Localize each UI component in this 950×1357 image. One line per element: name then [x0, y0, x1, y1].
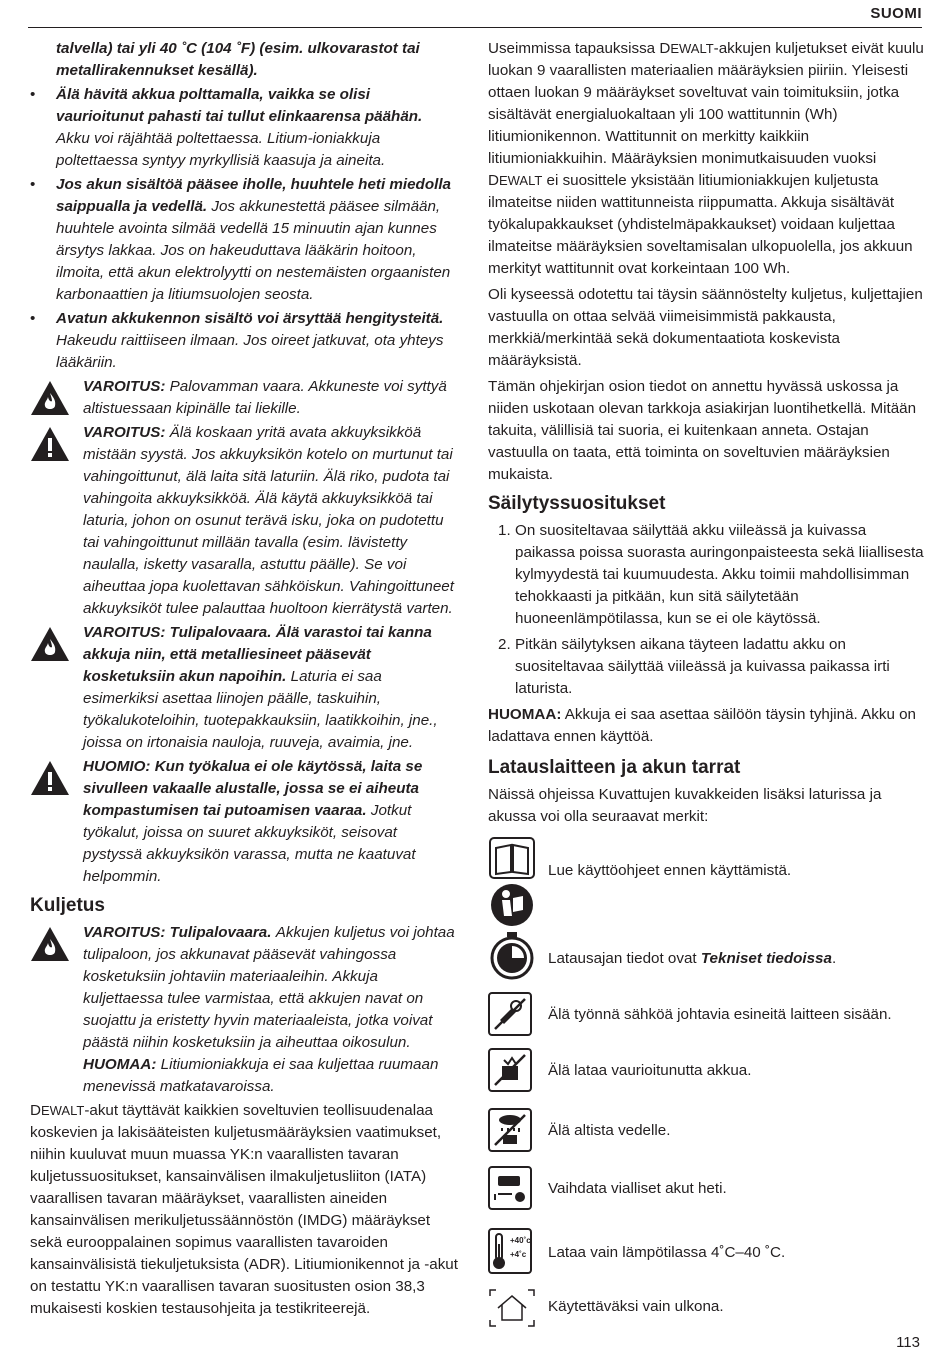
- warning-text: Palovamman vaara. Akkuneste voi syttyä altistuessaan kipinälle tai liekille.: [83, 378, 447, 417]
- page-number: 113: [896, 1334, 920, 1351]
- warning-block: [30, 422, 460, 620]
- symbol-text: Lue käyttöohjeet ennen käyttämistä.: [548, 862, 792, 879]
- fire-warning-icon: [30, 380, 70, 416]
- symbol-text: Älä altista vedelle.: [548, 1122, 671, 1139]
- item-text: On suositeltavaa säilyttää akku viileässä ja kuivassa paikassa poissa suorasta auringonpaisteesta sekä liiallisesta kylmyydestä tai kuumuudesta. Akku toimii mahdollisimman tehokkaasti ja pitkään, kun sitä säilytetään huoneenlämpötilassa, kun se ei ole käytössä.: [515, 522, 924, 627]
- symbol-text-ref: Tekniset tiedoissa: [700, 950, 832, 967]
- transport-note: [83, 1054, 460, 1098]
- labels-intro: Näissä ohjeissa Kuvattujen kuvakkeiden lisäksi laturissa ja akussa voi olla seuraavat merkit:: [488, 786, 882, 825]
- replace-battery-icon: [488, 1166, 538, 1210]
- bullet-item: [30, 308, 460, 374]
- warning-label: VAROITUS:: [83, 378, 166, 395]
- warning-text: Älä koskaan yritä avata akkuyksikköä mistään syystä. Jos akkuyksikön kotelo on murtunut tai vahingoittunut, älä laita sitä laturiin. Älä riko, pudota tai vahingoita akkuyksikköä. Älä käytä akkuyksikköä tai laturia, johon on osunut terävä isku, joka on pudotettu tai vahingoittunut millään tavalla (esim. lävistetty naulalla, isketty vasaralla, astuttu päälle). Se voi aiheuttaa jopa kuolettavan sähköiskun. Vahingoittuneet akkuyksiköt tulee palauttaa huoltoon kierrätystä varten.: [83, 424, 454, 617]
- note-label: HUOMAA:: [488, 706, 562, 723]
- section-heading-tarrat: Latauslaitteen ja akun tarrat: [488, 757, 741, 778]
- symbol-text: Vaihdata vialliset akut heti.: [548, 1180, 727, 1197]
- exclamation-warning-icon: [30, 426, 70, 462]
- brand-name: EWALT: [670, 41, 714, 56]
- paragraph-text: -akkujen kuljetukset eivät kuulu luokan 9 vaarallisten materiaalien määräyksien piiriin. Yleisesti ottaen luokan 9 määräykset soveltuvat vain toimituksiin, jotka sisältävät energialuokaltaan yli 100 wattitunnin (Wh) litiumionikennon. Wattitunnit on merkitty kaikkiin litiumioniakkuihin. Määräyksien monimutkaisuuden vuoksi D: [488, 40, 924, 189]
- bullet-dot: •: [30, 176, 36, 193]
- no-damaged-battery-icon: [488, 1048, 538, 1092]
- transport-paragraph: [30, 1100, 460, 1320]
- note-text: Litiumioniakkuja ei saa kuljettaa ruumaan menevissä matkatavaroissa.: [83, 1056, 439, 1095]
- warning-label: VAROITUS: Tulipalovaara.: [83, 924, 272, 941]
- bullet-text: Jos akkunestettä pääsee silmään, huuhtele avointa silmää vedellä 15 minuutin ajan kunnes ärsytys lakkaa. Jos on hakeuduttava lääkärin hoitoon, ilmoita, että akun elektrolyytti on nestemäisten orgaanisten karbonaattien ja litiumsuolojen seosta.: [56, 198, 451, 303]
- bullet-bold: Jos akun sisältöä pääsee iholle, huuhtele heti miedolla saippualla ja vedellä.: [56, 176, 451, 215]
- charging-time-icon: [488, 932, 538, 987]
- numbered-item: [488, 520, 926, 630]
- outdoor-use-icon: [488, 1288, 538, 1335]
- note-label: HUOMAA:: [83, 1056, 157, 1073]
- language-header: SUOMI: [870, 5, 922, 22]
- caution-text: Jotkut työkalut, joissa on suuret akkuyksiköt, seisovat pystyssä akkuyksikön varassa, mutta ne kaatuvat helpommin.: [83, 802, 416, 885]
- paragraph: Tämän ohjekirjan osion tiedot on annettu hyvässä uskossa ja niiden uskotaan olevan tarkkoja asiakirjan luontihetkellä. Mitään takuita, välillisiä tai suoria, ei kuitenkaan anneta. Ostajan vastuulla on taata, että toiminta on soveltuvien määräyksien mukaista.: [488, 378, 917, 483]
- warning-label: VAROITUS: Tulipalovaara. Älä varastoi tai kanna akkuja niin, että metalliesineet pääsevät kosketuksiin akun napoihin.: [83, 624, 432, 685]
- numbered-item: [488, 634, 926, 700]
- storage-note: [488, 704, 926, 748]
- symbol-row: [488, 1166, 926, 1228]
- temp-min-label: +4˚c: [510, 1250, 527, 1259]
- fire-warning-icon: [30, 926, 70, 962]
- bullet-bold: Avatun akkukennon sisältö voi ärsyttää hengitysteitä.: [56, 310, 444, 327]
- bullet-item: [30, 84, 460, 172]
- warning-block: [30, 622, 460, 754]
- brand-initial: D: [30, 1102, 41, 1119]
- item-number: 1.: [498, 522, 511, 539]
- warning-block: [30, 376, 460, 420]
- symbol-row: [488, 992, 926, 1048]
- warning-text: Laturia ei saa esimerkiksi asettaa liinojen päälle, taskuihin, työkalukoteloihin, tuotepakkauksiin, laatikkoihin, jne., joissa on irtonaisia nauloja, ruuveja, avaimia, jne.: [83, 668, 438, 751]
- brand-name: EWALT: [498, 173, 543, 188]
- continued-text: talvella) tai yli 40 ˚C (104 ˚F) (esim. ulkovarastot tai metallirakennukset kesällä).: [56, 40, 420, 79]
- bullet-dot: •: [30, 310, 36, 327]
- no-water-icon: [488, 1108, 538, 1152]
- fire-warning-icon: [30, 626, 70, 662]
- bullet-bold: Älä hävitä akkua polttamalla, vaikka se olisi vaurioitunut pahasti tai tullut elinkaarensa päähän.: [56, 86, 423, 125]
- symbol-row: [488, 932, 926, 992]
- symbol-text-part: Latausajan tiedot ovat: [548, 950, 701, 967]
- item-text: Pitkän säilytyksen aikana täyteen ladattu akku on suositeltavaa säilyttää viileässä ja kuivassa paikassa irti laturista.: [515, 636, 890, 697]
- symbol-row: [488, 1048, 926, 1108]
- read-manual-icon: [488, 836, 538, 935]
- symbol-row: [488, 1228, 926, 1288]
- symbol-text: [548, 948, 836, 970]
- symbol-text: Älä työnnä sähköä johtavia esineitä laitteen sisään.: [548, 1006, 892, 1023]
- bullet-text: Akku voi räjähtää poltettaessa. Litium-ioniakkuja poltettaessa syntyy myrkyllisiä kaasuja ja aineita.: [56, 130, 386, 169]
- symbol-text: Älä lataa vaurioitunutta akkua.: [548, 1062, 752, 1079]
- symbol-text: Lataa vain lämpötilassa 4˚C–40 ˚C.: [548, 1244, 786, 1261]
- symbol-text: Käytettäväksi vain ulkona.: [548, 1298, 724, 1315]
- paragraph-text: -akut täyttävät kaikkien soveltuvien teollisuudenalaa koskevien ja lakisääteisten kuljetusmääräyksien vaatimukset, niihin kuuluvat muun muassa YK:n vaarallisten tavaran kuljetussuositukset, kansainvälisen ilmakuljetusliiton (IATA) vaarallisen tavaran määräykset, vaarallisten aineiden kansainvälisen merikuljetussäännöstön (IMDG) määräykset sekä eurooppalainen sopimus vaarallisten tavaroiden kansainvälisistä tiekuljetuksista (ADR). Litiumionikennot ja -akut on testattu YK:n vaarallisen tavaran suositusten osion 38,3 mukaisesti koskien testausohjeita ja testikriteerejä.: [30, 1102, 458, 1317]
- bullet-text: Hakeudu raittiiseen ilmaan. Jos oireet jatkuvat, ota yhteys lääkäriin.: [56, 332, 444, 371]
- paragraph: Oli kyseessä odotettu tai täysin säännöstelty kuljetus, kuljettajien vastuulla on ottaa selvää viimeisimmistä pakkausta, merkkiä/merkintää sekä dokumentaatiota koskevista määräyksistä.: [488, 286, 923, 369]
- note-text: Akkuja ei saa asettaa säilöön täysin tyhjinä. Akku on ladattava ennen käyttöä.: [488, 706, 916, 745]
- bullet-item: [30, 174, 460, 306]
- symbol-text-part: .: [831, 950, 837, 967]
- warning-block: [30, 922, 460, 1098]
- section-heading-kuljetus: Kuljetus: [30, 895, 105, 916]
- left-column: [30, 38, 460, 1320]
- temperature-range-icon: [488, 1228, 538, 1274]
- section-heading-sailytys: Säilytyssuositukset: [488, 493, 666, 514]
- paragraph-text: Useimmissa tapauksissa D: [488, 40, 671, 57]
- exclamation-warning-icon: [30, 760, 70, 796]
- no-conductive-objects-icon: [488, 992, 538, 1036]
- symbol-row: [488, 1108, 926, 1166]
- symbol-row: [488, 836, 926, 932]
- item-number: 2.: [498, 636, 511, 653]
- caution-block: [30, 756, 460, 888]
- header-rule: [28, 27, 922, 28]
- warning-text: Akkujen kuljetus voi johtaa tulipaloon, jos akkunavat pääsevät vahingossa kosketuksiin johtaviin materiaaleihin. Akkuja kuljettaessa tulee varmistaa, että akkujen navat on suojattu ja eristetty hyvin materiaaleista, jotka voivat päästä niihin kosketuksiin ja aiheuttaa oikosulun.: [83, 924, 455, 1051]
- right-column: [488, 38, 926, 1344]
- symbol-list: [488, 836, 926, 1344]
- caution-label: HUOMIO: Kun työkalua ei ole käytössä, laita se sivulleen vakaalle alustalle, jossa se ei aiheuta kompastumisen tai putoamisen vaaraa.: [83, 758, 423, 819]
- warning-label: VAROITUS:: [83, 424, 166, 441]
- transport-paragraph: [488, 38, 926, 280]
- symbol-row: [488, 1288, 926, 1344]
- paragraph-text: ei suosittele yksistään litiumioniakkujen kuljetusta ilmateitse niiden wattitunneista riippumatta. Akkuja sisältävät työkalupakkaukset (yhdistelmäpakkaukset) voidaan kuljettaa ilmateitse määräyksien soveltamisalan ulkopuolella, jos akkuun merkityt wattitunnit ovat korkeintaan 100 Wh.: [488, 172, 913, 277]
- brand-name: EWALT: [40, 1103, 85, 1118]
- bullet-dot: •: [30, 86, 36, 103]
- temp-max-label: +40˚c: [510, 1236, 531, 1245]
